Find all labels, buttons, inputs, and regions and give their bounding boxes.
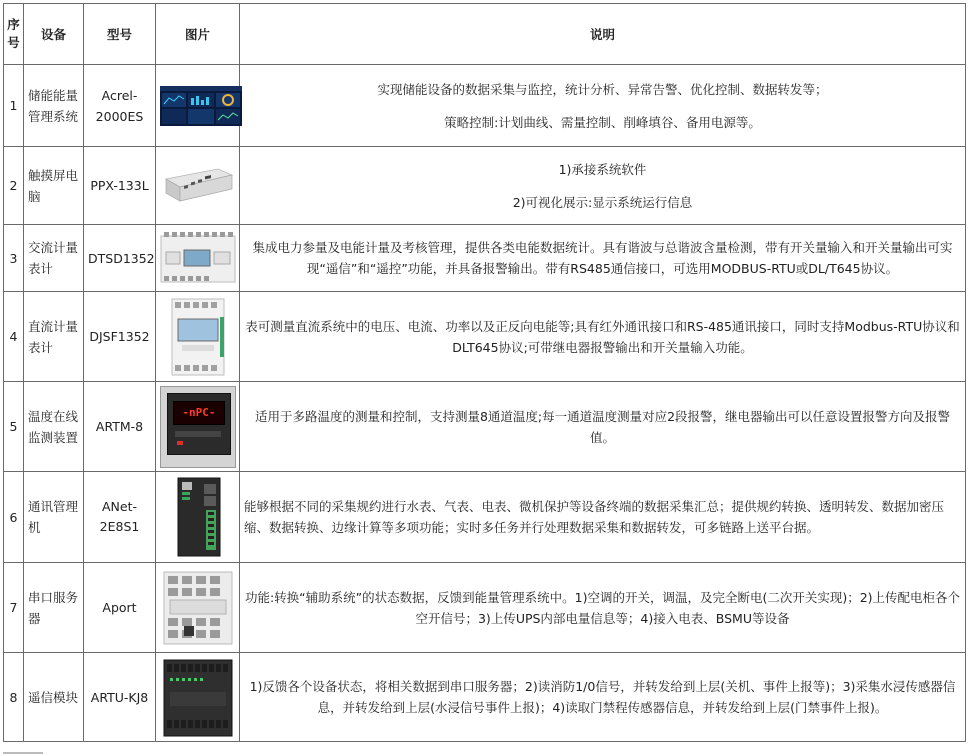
- row-image: [156, 653, 240, 742]
- temperature-monitor-keys: [175, 431, 221, 437]
- temperature-monitor-led: [177, 441, 183, 445]
- table-row: [4, 382, 966, 472]
- row-device: 交流计量表计: [24, 225, 84, 292]
- row-model: ARTM-8: [84, 382, 156, 472]
- temperature-monitor-thumbnail: [160, 386, 236, 468]
- row-model: ANet-2E8S1: [84, 472, 156, 563]
- dc-meter-thumbnail: [160, 297, 236, 377]
- table-row: [4, 472, 966, 563]
- row-image: [156, 382, 240, 472]
- header-device: 设备: [24, 4, 84, 65]
- row-index: 8: [4, 653, 24, 742]
- row-model: Aport: [84, 563, 156, 653]
- table-row: [4, 147, 966, 225]
- row-model: DTSD1352: [84, 225, 156, 292]
- header-model: 型号: [84, 4, 156, 65]
- row-device: 直流计量表计: [24, 292, 84, 382]
- row-index: 1: [4, 65, 24, 147]
- row-description: 功能:转换“辅助系统”的状态数据，反馈到能量管理系统中。1)空调的开关，调温，及完全断电(二次开关实现)；2)上传配电柜各个空开信号；3)上传UPS内部电量信息等；4)接入电表、BSMU等设备: [240, 563, 966, 653]
- row-description: 1)反馈各个设备状态，将相关数据到串口服务器；2)读消防1/0信号，并转发给到上层(关机、事件上报等)；3)采集水浸传感器信息，并转发给到上层(水浸信号事件上报)；4)读取门禁程传感器信息，并转发给到上层(门禁事件上报)。: [240, 653, 966, 742]
- table-row: [4, 653, 966, 742]
- row-model: DJSF1352: [84, 292, 156, 382]
- header-description: 说明: [240, 4, 966, 65]
- row-image: [156, 147, 240, 225]
- serial-server-thumbnail: [160, 570, 236, 646]
- desc-line: 2)可视化展示:显示系统运行信息: [512, 194, 693, 210]
- ac-meter-thumbnail: [160, 230, 236, 286]
- row-model: ARTU-KJ8: [84, 653, 156, 742]
- row-device: 触摸屏电脑: [24, 147, 84, 225]
- desc-line: 1)承接系统软件: [558, 161, 647, 177]
- row-model: PPX-133L: [84, 147, 156, 225]
- table-row: [4, 292, 966, 382]
- row-model: Acrel-2000ES: [84, 65, 156, 147]
- row-description: 能够根据不同的采集规约进行水表、气表、电表、微机保护等设备终端的数据采集汇总；提供规约转换、透明转发、数据加密压缩、数据转换、边缘计算等多项功能；实时多任务并行处理数据采集和数据转发，可多链路上送平台据。: [240, 472, 966, 563]
- table-row: [4, 65, 966, 147]
- row-index: 2: [4, 147, 24, 225]
- row-device: 通讯管理机: [24, 472, 84, 563]
- device-spec-table: [3, 3, 966, 742]
- display-reading: -nPC-: [182, 405, 216, 419]
- row-index: 3: [4, 225, 24, 292]
- row-device: 串口服务器: [24, 563, 84, 653]
- row-device: 遥信模块: [24, 653, 84, 742]
- comm-manager-thumbnail: [160, 476, 236, 558]
- row-device: 温度在线监测装置: [24, 382, 84, 472]
- table-header-row: [4, 4, 966, 65]
- row-index: 6: [4, 472, 24, 563]
- row-image: [156, 225, 240, 292]
- row-index: 5: [4, 382, 24, 472]
- row-description: 集成电力参量及电能计量及考核管理，提供各类电能数据统计。具有谐波与总谐波含量检测，带有开关量输入和开关量输出可实现“遥信”和“遥控”功能，并具备报警输出。带有RS485通信接口，可选用MODBUS-RTU或DL/T645协议。: [240, 225, 966, 292]
- row-image: [156, 472, 240, 563]
- touch-pc-thumbnail: [160, 161, 236, 211]
- row-image: [156, 292, 240, 382]
- row-description: 表可测量直流系统中的电压、电流、功率以及正反向电能等;具有红外通讯接口和RS-485通讯接口，同时支持Modbus-RTU协议和DLT645协议;可带继电器报警输出和开关量输入功能。: [240, 292, 966, 382]
- header-image: 图片: [156, 4, 240, 65]
- temperature-monitor-display: [173, 401, 225, 425]
- ems-dashboard-thumbnail: [160, 86, 242, 126]
- remote-signal-module-thumbnail: [160, 656, 236, 738]
- row-image: [156, 563, 240, 653]
- row-device: 储能能量管理系统: [24, 65, 84, 147]
- row-index: 4: [4, 292, 24, 382]
- table-row: [4, 225, 966, 292]
- row-index: 7: [4, 563, 24, 653]
- desc-line: 实现储能设备的数据采集与监控，统计分析、异常告警、优化控制、数据转发等；: [377, 81, 828, 97]
- desc-line: 策略控制:计划曲线、需量控制、削峰填谷、备用电源等。: [444, 114, 761, 130]
- page-footer-mark: [3, 752, 43, 754]
- row-description: [240, 65, 966, 147]
- row-description: 适用于多路温度的测量和控制，支持测量8通道温度;每一通道温度测量对应2段报警，继电器输出可以任意设置报警方向及报警值。: [240, 382, 966, 472]
- row-image: [156, 65, 240, 147]
- table-row: [4, 563, 966, 653]
- header-index: 序号: [4, 4, 24, 65]
- row-description: [240, 147, 966, 225]
